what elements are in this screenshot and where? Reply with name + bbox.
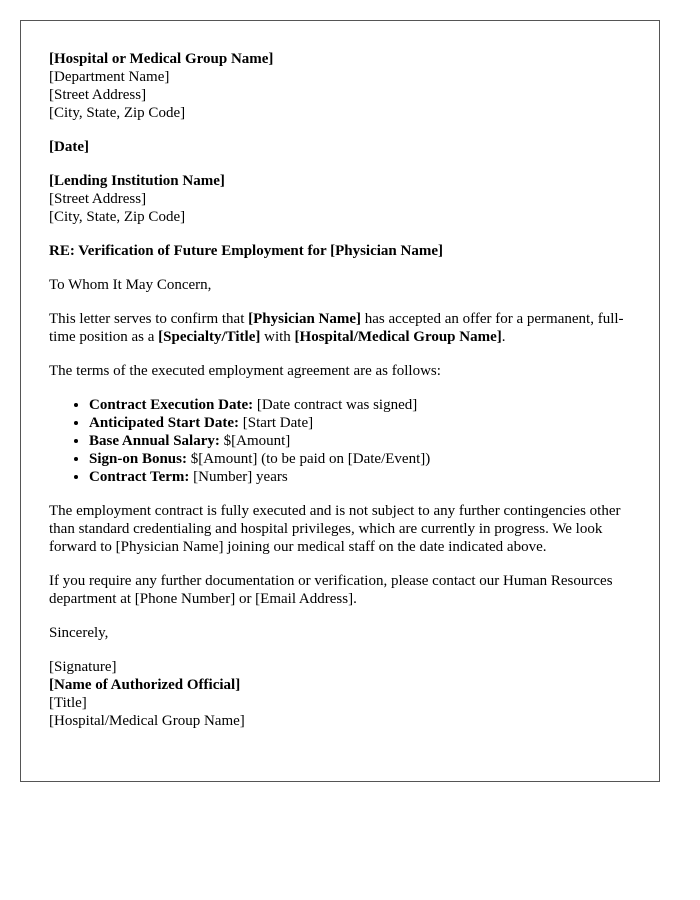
- recipient-institution: [Lending Institution Name]: [49, 173, 225, 189]
- signature-placeholder: [Signature]: [49, 659, 117, 675]
- term-item-execution-date: [89, 396, 631, 414]
- recipient-street: [Street Address]: [49, 191, 147, 207]
- sender-department: [Department Name]: [49, 69, 170, 85]
- intro-text-3: with: [260, 329, 295, 345]
- subject-line: [49, 242, 631, 260]
- terms-intro: The terms of the executed employment agreement are as follows:: [49, 363, 441, 379]
- term-value: $[Amount] (to be paid on [Date/Event]): [186, 451, 431, 467]
- recipient-address: [49, 172, 631, 226]
- intro-text-4: .: [501, 329, 506, 345]
- sender-organization: [Hospital or Medical Group Name]: [49, 51, 274, 67]
- signatory-title: [Title]: [49, 695, 87, 711]
- intro-specialty: [Specialty/Title]: [158, 329, 261, 345]
- term-item-contract-term: [89, 468, 631, 486]
- contact-paragraph: If you require any further documentation or verification, please contact our Human Resources department at [Phone Number] or [Email Address].: [49, 573, 613, 607]
- signatory-name: [Name of Authorized Official]: [49, 677, 241, 693]
- recipient-city-state-zip: [City, State, Zip Code]: [49, 209, 186, 225]
- intro-text-1: This letter serves to confirm that: [49, 311, 249, 327]
- term-label: Contract Execution Date:: [89, 397, 254, 413]
- term-label: Anticipated Start Date:: [89, 415, 239, 431]
- term-item-base-salary: [89, 432, 631, 450]
- contract-paragraph: The employment contract is fully executed and is not subject to any further contingencies other than standard credentialing and hospital privileges, which are currently in progress. We look forward to [Physician Name] joining our medical staff on the date indicated above.: [49, 503, 621, 555]
- sender-city-state-zip: [City, State, Zip Code]: [49, 105, 186, 121]
- term-value: [Date contract was signed]: [253, 397, 418, 413]
- date-text: [Date]: [49, 139, 89, 155]
- term-label: Sign-on Bonus:: [89, 451, 187, 467]
- term-value: [Number] years: [189, 469, 288, 485]
- terms-list: [49, 396, 631, 486]
- intro-physician-name: [Physician Name]: [248, 311, 362, 327]
- intro-paragraph: [49, 310, 631, 346]
- term-value: $[Amount]: [219, 433, 291, 449]
- letter-page: [20, 20, 660, 782]
- term-value: [Start Date]: [238, 415, 314, 431]
- sender-street: [Street Address]: [49, 87, 147, 103]
- term-item-sign-on-bonus: [89, 450, 631, 468]
- term-label: Contract Term:: [89, 469, 190, 485]
- salutation: To Whom It May Concern,: [49, 277, 212, 293]
- intro-text-2: has accepted an offer for a permanent, full-time position as a: [49, 311, 624, 345]
- signature-block: [49, 658, 631, 730]
- intro-group-name: [Hospital/Medical Group Name]: [294, 329, 502, 345]
- term-item-start-date: [89, 414, 631, 432]
- letter-date: [49, 138, 631, 156]
- closing: Sincerely,: [49, 625, 109, 641]
- sender-address: [49, 50, 631, 122]
- term-label: Base Annual Salary:: [89, 433, 220, 449]
- signatory-organization: [Hospital/Medical Group Name]: [49, 713, 245, 729]
- subject-text: RE: Verification of Future Employment for [Physician Name]: [49, 243, 443, 259]
